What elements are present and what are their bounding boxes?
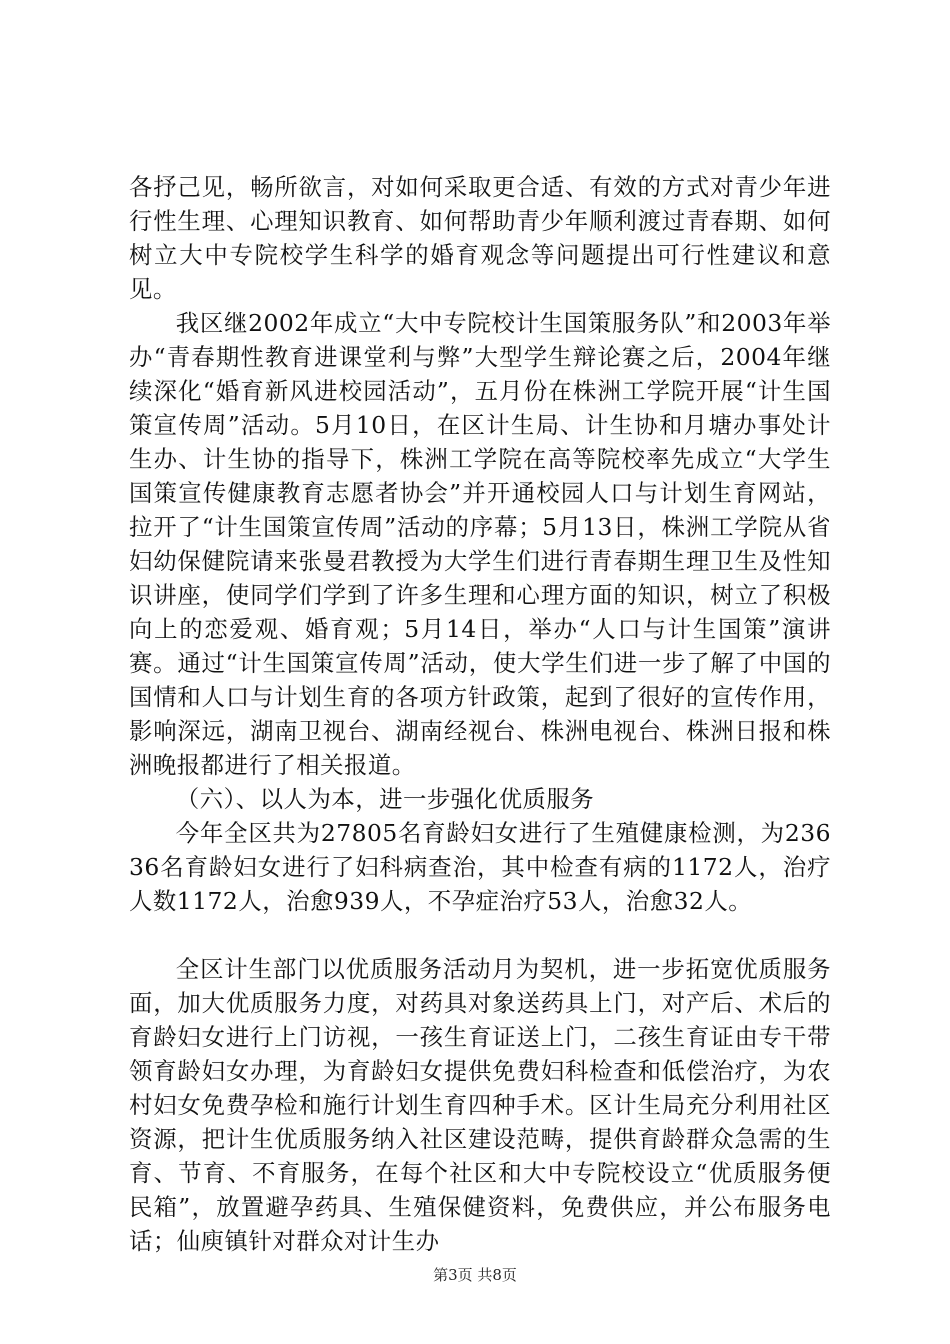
section-heading: （六）、以人为本，进一步强化优质服务 [175, 785, 595, 813]
paragraph-campus-activity: 我区继2002年成立“大中专院校计生国策服务队”和2003年举办“青春期性教育进课堂利与弊”大型学生辩论赛之后，2004年继续深化“婚育新风进校园活动”，五月份在株洲工学院开展“计生国策宣传周”活动。5月10日，在区计生局、计生协和月塘办事处计生办、计生协的指导下，株洲工学院在高等院校率先成立“大学生国策宣传健康教育志愿者协会”并开通校园人口与计划生育网站，拉开了“计生国策宣传周”活动的序幕；5月13日，株洲工学院从省妇幼保健院请来张曼君教授为大学生们进行青春期生理卫生及性知识讲座，使同学们学到了许多生理和心理方面的知识，树立了积极向上的恋爱观、婚育观；5月14日，举办“人口与计生国策”演讲赛。通过“计生国策宣传周”活动，使大学生们进一步了解了中国的国情和人口与计划生育的各项方针政策，起到了很好的宣传作用，影响深远，湖南卫视台、湖南经视台、株洲电视台、株洲日报和株洲晚报都进行了相关报道。 [129, 309, 831, 779]
paragraph-quality-service: 全区计生部门以优质服务活动月为契机，进一步拓宽优质服务面，加大优质服务力度，对药具对象送药具上门，对产后、术后的育龄妇女进行上门访视，一孩生育证送上门，二孩生育证由专干带领育龄妇女办理，为育龄妇女提供免费妇科检查和低偿治疗，为农村妇女免费孕检和施行计划生育四种手术。区计生局充分利用社区资源，把计生优质服务纳入社区建设范畴，提供育龄群众急需的生育、节育、不育服务，在每个社区和大中专院校设立“优质服务便民箱”，放置避孕药具、生殖保健资料，免费供应，并公布服务电话；仙庾镇针对群众对计生办 [129, 955, 831, 1255]
paragraph-spacer [129, 918, 831, 952]
paragraph-continuation: 各抒己见，畅所欲言，对如何采取更合适、有效的方式对青少年进行性生理、心理知识教育、如何帮助青少年顺利渡过青春期、如何树立大中专院校学生科学的婚育观念等问题提出可行性建议和意见。 [129, 173, 831, 303]
paragraph-health-stats: 今年全区共为27805名育龄妇女进行了生殖健康检测，为23636名育龄妇女进行了妇科病查治，其中检查有病的1172人，治疗人数1172人，治愈939人，不孕症治疗53人，治愈32人。 [129, 819, 831, 915]
document-body [129, 170, 831, 1258]
page-footer: 第3页 共8页 [433, 1266, 517, 1284]
